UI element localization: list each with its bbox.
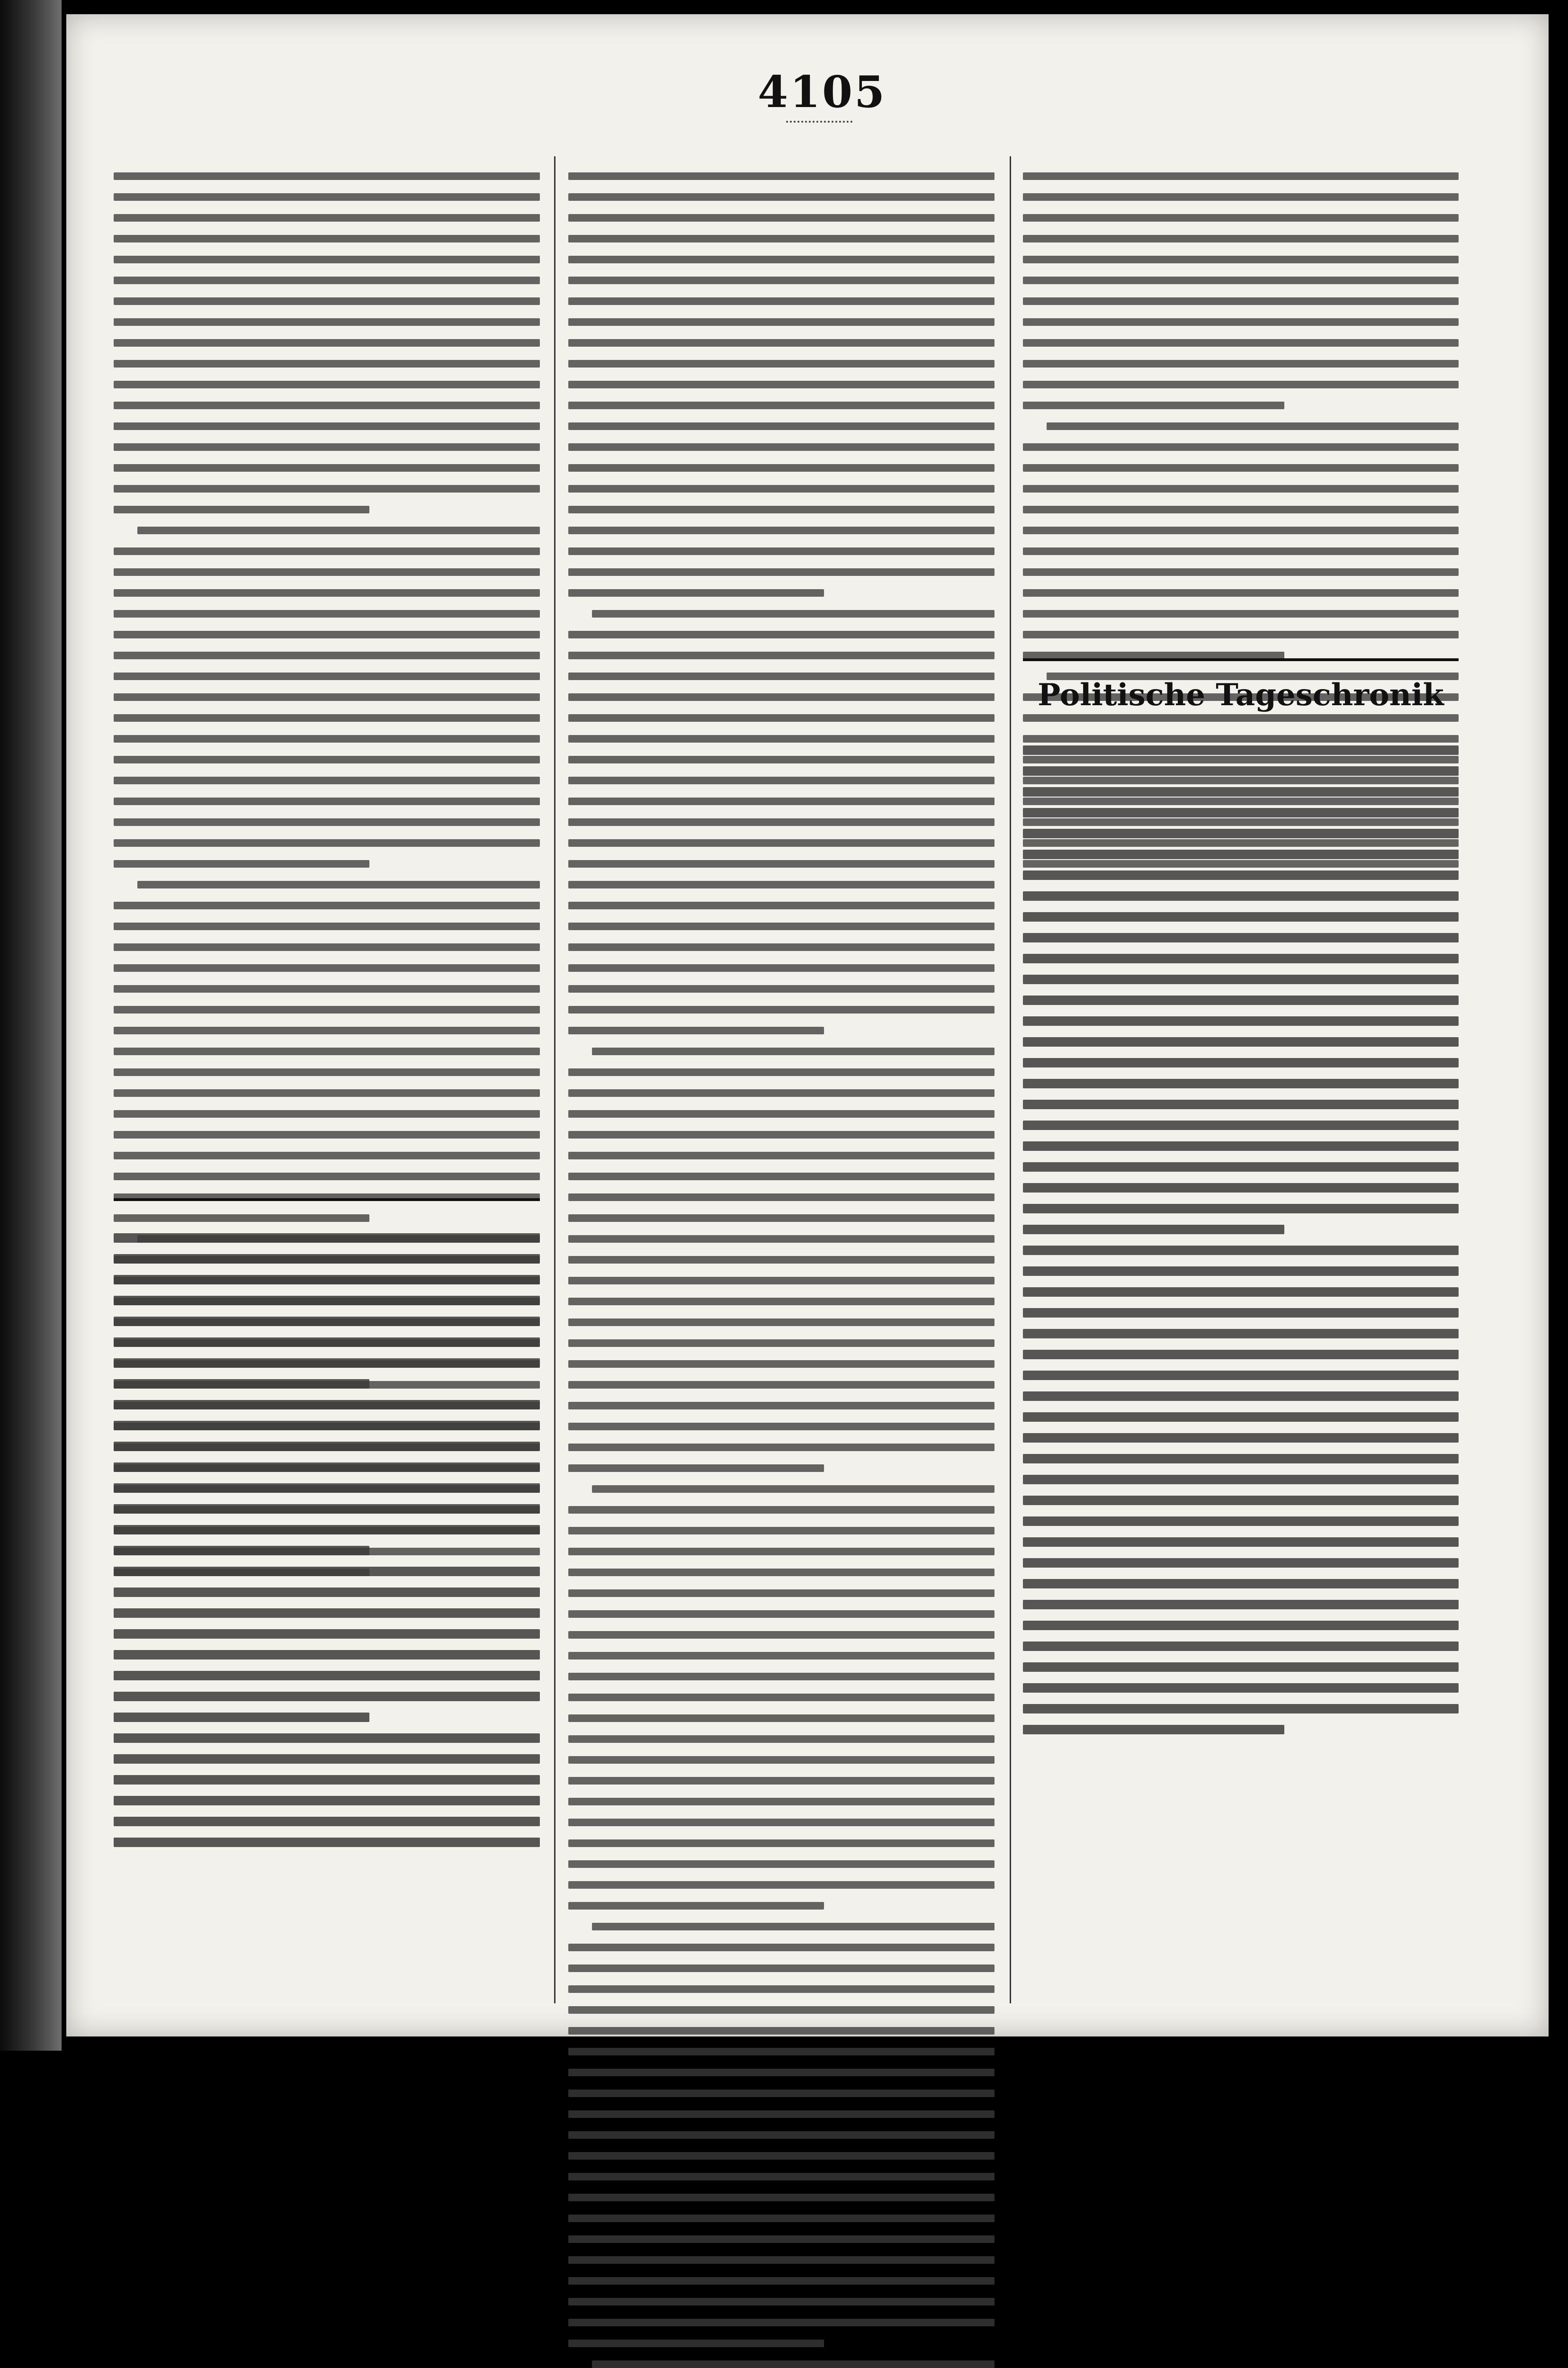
body-text-line	[1023, 1704, 1459, 1713]
body-text-line	[1023, 339, 1459, 347]
body-text-line	[114, 1650, 540, 1659]
body-text-line	[114, 1296, 540, 1305]
body-text-line	[568, 631, 995, 638]
body-text-line	[114, 1006, 540, 1014]
body-text-line	[114, 1692, 540, 1701]
body-text-line	[568, 1798, 995, 1805]
body-text-line	[1023, 1204, 1459, 1213]
body-text-line	[568, 1569, 995, 1576]
body-text-line	[1023, 589, 1459, 597]
body-text-line	[1023, 1683, 1459, 1693]
body-text-line	[114, 422, 540, 430]
body-text-line	[568, 1193, 995, 1201]
body-text-line	[568, 297, 995, 305]
body-text-line	[1023, 297, 1459, 305]
body-text-line	[568, 2277, 995, 2285]
body-text-line	[114, 568, 540, 576]
body-text-line	[568, 985, 995, 993]
body-text-line	[114, 443, 540, 451]
body-text-line	[568, 193, 995, 201]
body-text-line	[1047, 422, 1459, 430]
body-text-line	[114, 193, 540, 201]
body-text-line	[114, 1048, 540, 1055]
body-text-line	[568, 2340, 824, 2347]
body-text-line	[568, 1360, 995, 1368]
body-text-line	[568, 360, 995, 368]
body-text-line	[592, 2360, 995, 2368]
body-text-line	[1023, 1621, 1459, 1630]
body-text-line	[1023, 568, 1459, 576]
body-text-line	[568, 1381, 995, 1389]
body-text-line	[114, 1796, 540, 1805]
body-text-line	[1023, 787, 1459, 797]
body-text-line	[568, 964, 995, 972]
body-text-line	[114, 1546, 369, 1555]
body-text-line	[568, 777, 995, 784]
body-text-line	[568, 1298, 995, 1305]
body-text-line	[568, 1756, 995, 1764]
page-number-ornament	[786, 121, 852, 123]
body-text-line	[114, 1733, 540, 1743]
body-text-line	[114, 1173, 540, 1180]
body-text-line	[568, 652, 995, 659]
column-divider-2	[1010, 156, 1011, 2003]
body-text-line	[1023, 1183, 1459, 1193]
body-text-line	[1023, 464, 1459, 472]
page-number: 4105	[758, 66, 887, 117]
body-text-line	[568, 2131, 995, 2139]
body-text-line	[1023, 1475, 1459, 1484]
body-text-line	[1023, 1725, 1284, 1734]
body-text-line	[1023, 1433, 1459, 1443]
body-text-line	[114, 1337, 540, 1347]
body-text-line	[114, 297, 540, 305]
body-text-line	[568, 589, 824, 597]
body-text-line	[1023, 1350, 1459, 1359]
body-text-line	[568, 2110, 995, 2118]
body-text-line	[568, 943, 995, 951]
body-text-line	[1023, 1016, 1459, 1026]
body-text-line	[114, 1442, 540, 1451]
body-text-line	[137, 881, 540, 888]
body-text-line	[1023, 1516, 1459, 1526]
body-text-line	[114, 798, 540, 805]
body-text-line	[114, 235, 540, 242]
body-text-line	[114, 964, 540, 972]
body-text-line	[114, 1317, 540, 1326]
body-text-line	[114, 1379, 369, 1389]
body-text-line	[1023, 1079, 1459, 1088]
body-text-line	[568, 1819, 995, 1826]
body-text-line	[1023, 1287, 1459, 1297]
column-divider-1	[554, 156, 556, 2003]
body-text-line	[114, 1027, 540, 1034]
body-text-line	[114, 902, 540, 909]
body-text-line	[114, 402, 540, 409]
body-text-line	[1023, 214, 1459, 222]
body-text-line	[114, 547, 540, 555]
body-text-line	[1023, 506, 1459, 513]
body-text-line	[568, 2235, 995, 2243]
body-text-line	[114, 631, 540, 638]
body-text-line	[114, 735, 540, 743]
body-text-line	[114, 923, 540, 930]
body-text-line	[1023, 766, 1459, 776]
body-text-line	[1023, 527, 1459, 534]
body-text-line	[568, 2048, 995, 2055]
body-text-line	[568, 673, 995, 680]
body-text-line	[114, 1068, 540, 1076]
body-text-line	[568, 1860, 995, 1868]
body-text-line	[1023, 1579, 1459, 1588]
body-text-line	[114, 1713, 369, 1722]
body-text-line	[1023, 714, 1459, 722]
body-text-line	[1023, 1329, 1459, 1338]
body-text-line	[114, 339, 540, 347]
body-text-line	[1023, 1641, 1459, 1651]
body-text-line	[568, 527, 995, 534]
body-text-line	[568, 798, 995, 805]
body-text-line	[568, 339, 995, 347]
body-text-line	[1023, 1600, 1459, 1609]
body-text-line	[568, 1152, 995, 1159]
body-text-line	[568, 2152, 995, 2160]
body-text-line	[114, 360, 540, 368]
body-text-line	[568, 2194, 995, 2201]
body-text-line	[1023, 381, 1459, 388]
body-text-line	[114, 1525, 540, 1534]
body-text-line	[1023, 547, 1459, 555]
body-text-line	[568, 381, 995, 388]
body-text-line	[114, 693, 540, 701]
body-text-line	[568, 1256, 995, 1264]
body-text-line	[568, 568, 995, 576]
body-text-line	[568, 693, 995, 701]
body-text-line	[568, 318, 995, 326]
body-text-line	[568, 1673, 995, 1680]
body-text-line	[1023, 1266, 1459, 1276]
body-text-line	[568, 1027, 824, 1034]
body-text-line	[114, 589, 540, 597]
body-text-line	[568, 1339, 995, 1347]
body-text-line	[1023, 1225, 1284, 1234]
body-text-line	[568, 256, 995, 263]
body-text-line	[1023, 933, 1459, 942]
body-text-line	[568, 2006, 995, 2014]
body-text-line	[114, 1504, 540, 1514]
body-text-line	[137, 527, 540, 534]
body-text-line	[114, 1629, 540, 1639]
body-text-line	[114, 1421, 540, 1430]
body-text-line	[1023, 1162, 1459, 1172]
body-text-line	[1023, 193, 1459, 201]
body-text-line	[114, 1775, 540, 1785]
body-text-line	[568, 1527, 995, 1534]
body-text-line	[568, 1944, 995, 1951]
body-text-line	[1023, 1037, 1459, 1047]
body-text-line	[568, 547, 995, 555]
body-text-line	[568, 818, 995, 826]
body-text-line	[568, 485, 995, 493]
body-text-line	[1023, 1391, 1459, 1401]
body-text-line	[114, 214, 540, 222]
body-text-line	[114, 172, 540, 180]
body-text-line	[114, 777, 540, 784]
body-text-line	[1023, 829, 1459, 838]
body-text-line	[568, 1506, 995, 1514]
body-text-line	[114, 1358, 540, 1368]
body-text-line	[592, 1485, 995, 1493]
body-text-line	[568, 172, 995, 180]
body-text-line	[1023, 1537, 1459, 1547]
body-text-line	[1023, 975, 1459, 984]
body-text-line	[568, 1735, 995, 1743]
body-text-line	[568, 2215, 995, 2222]
body-text-line	[568, 1277, 995, 1284]
body-text-line	[568, 735, 995, 743]
body-text-line	[568, 2173, 995, 2180]
body-text-line	[568, 1131, 995, 1139]
body-text-line	[568, 2027, 995, 2035]
body-text-line	[568, 2256, 995, 2264]
body-text-line	[114, 277, 540, 284]
body-text-line	[114, 1817, 540, 1826]
body-text-line	[568, 1589, 995, 1597]
body-text-line	[568, 1548, 995, 1555]
body-text-line	[568, 1881, 995, 1889]
body-text-line	[1023, 485, 1459, 493]
body-text-line	[114, 1131, 540, 1139]
political-chronicle-text	[1023, 734, 1459, 1746]
body-text-line	[114, 1110, 540, 1118]
body-text-line	[568, 214, 995, 222]
body-text-line	[114, 1462, 540, 1472]
body-text-line	[1023, 870, 1459, 880]
body-text-line	[568, 422, 995, 430]
body-text-line	[114, 1483, 540, 1493]
middle-column-debate-text	[568, 166, 995, 2368]
body-text-line	[114, 860, 369, 868]
body-text-line	[568, 277, 995, 284]
body-text-line	[1023, 631, 1459, 638]
body-text-line	[568, 881, 995, 888]
body-text-line	[114, 756, 540, 763]
body-text-line	[568, 1068, 995, 1076]
body-text-line	[114, 985, 540, 993]
body-text-line	[114, 610, 540, 618]
body-text-line	[114, 1233, 540, 1243]
body-text-line	[114, 673, 540, 680]
body-text-line	[1023, 808, 1459, 817]
body-text-line	[1023, 745, 1459, 755]
body-text-line	[1023, 360, 1459, 368]
body-text-line	[568, 714, 995, 722]
body-text-line	[114, 652, 540, 659]
body-text-line	[114, 381, 540, 388]
body-text-line	[1023, 256, 1459, 263]
body-text-line	[1023, 1371, 1459, 1380]
body-text-line	[568, 1402, 995, 1409]
body-text-line	[114, 1588, 540, 1597]
body-text-line	[568, 1714, 995, 1722]
body-text-line	[568, 2298, 995, 2305]
body-text-line	[1023, 850, 1459, 859]
body-text-line	[114, 464, 540, 472]
body-text-line	[568, 1235, 995, 1243]
body-text-line	[1023, 1058, 1459, 1067]
body-text-line	[1023, 610, 1459, 618]
body-text-line	[568, 1902, 824, 1910]
body-text-line	[568, 402, 995, 409]
body-text-line	[114, 1400, 540, 1409]
body-text-line	[1023, 1141, 1459, 1151]
body-text-line	[1023, 235, 1459, 242]
body-text-line	[568, 1464, 824, 1472]
body-text-line	[114, 485, 540, 493]
feuilleton-separator-rule	[114, 1198, 540, 1201]
section-heading: Politische Tageschronik	[1038, 677, 1444, 713]
body-text-line	[592, 1923, 995, 1930]
body-text-line	[568, 923, 995, 930]
body-text-line	[114, 256, 540, 263]
body-text-line	[114, 943, 540, 951]
body-text-line	[114, 1254, 540, 1264]
body-text-line	[114, 1152, 540, 1159]
body-text-line	[568, 1423, 995, 1430]
previous-page-edge	[0, 0, 62, 2051]
newspaper-page	[66, 14, 1549, 2036]
body-text-line	[1023, 1454, 1459, 1463]
body-text-line	[114, 1214, 369, 1222]
body-text-line	[592, 1048, 995, 1055]
body-text-line	[114, 1275, 540, 1284]
body-text-line	[568, 1610, 995, 1618]
body-text-line	[114, 839, 540, 847]
body-text-line	[568, 860, 995, 868]
body-text-line	[114, 1567, 540, 1576]
body-text-line	[1023, 891, 1459, 901]
body-text-line	[568, 1631, 995, 1639]
section-separator-rule	[1023, 658, 1459, 661]
body-text-line	[568, 464, 995, 472]
body-text-line	[1023, 1308, 1459, 1318]
body-text-line	[1023, 912, 1459, 922]
body-text-line	[568, 1652, 995, 1659]
body-text-line	[568, 1964, 995, 1972]
feuilleton-serial-story	[114, 1222, 540, 1858]
body-text-line	[568, 2090, 995, 2097]
body-text-line	[568, 1985, 995, 1993]
body-text-line	[568, 839, 995, 847]
body-text-line	[568, 235, 995, 242]
body-text-line	[1023, 318, 1459, 326]
body-text-line	[1023, 443, 1459, 451]
body-text-line	[114, 1671, 540, 1680]
body-text-line	[1023, 1496, 1459, 1505]
body-text-line	[568, 1006, 995, 1014]
body-text-line	[568, 506, 995, 513]
body-text-line	[568, 1319, 995, 1326]
body-text-line	[1023, 277, 1459, 284]
body-text-line	[114, 1608, 540, 1618]
body-text-line	[568, 756, 995, 763]
body-text-line	[568, 1173, 995, 1180]
body-text-line	[1023, 996, 1459, 1005]
body-text-line	[568, 1694, 995, 1701]
body-text-line	[1023, 954, 1459, 963]
body-text-line	[568, 2069, 995, 2076]
body-text-line	[568, 1214, 995, 1222]
body-text-line	[568, 1444, 995, 1451]
body-text-line	[568, 2319, 995, 2326]
body-text-line	[1023, 1100, 1459, 1109]
body-text-line	[114, 1089, 540, 1097]
body-text-line	[1023, 1412, 1459, 1422]
body-text-line	[1023, 402, 1284, 409]
body-text-line	[568, 1089, 995, 1097]
body-text-line	[114, 318, 540, 326]
body-text-line	[568, 1839, 995, 1847]
body-text-line	[1023, 172, 1459, 180]
body-text-line	[1023, 1558, 1459, 1568]
body-text-line	[114, 1754, 540, 1764]
body-text-line	[568, 443, 995, 451]
body-text-line	[114, 506, 369, 513]
body-text-line	[568, 1110, 995, 1118]
body-text-line	[114, 1838, 540, 1847]
body-text-line	[114, 818, 540, 826]
body-text-line	[1023, 1662, 1459, 1672]
body-text-line	[1023, 1121, 1459, 1130]
body-text-line	[114, 714, 540, 722]
body-text-line	[592, 610, 995, 618]
body-text-line	[1023, 1246, 1459, 1255]
body-text-line	[568, 1777, 995, 1785]
body-text-line	[568, 902, 995, 909]
